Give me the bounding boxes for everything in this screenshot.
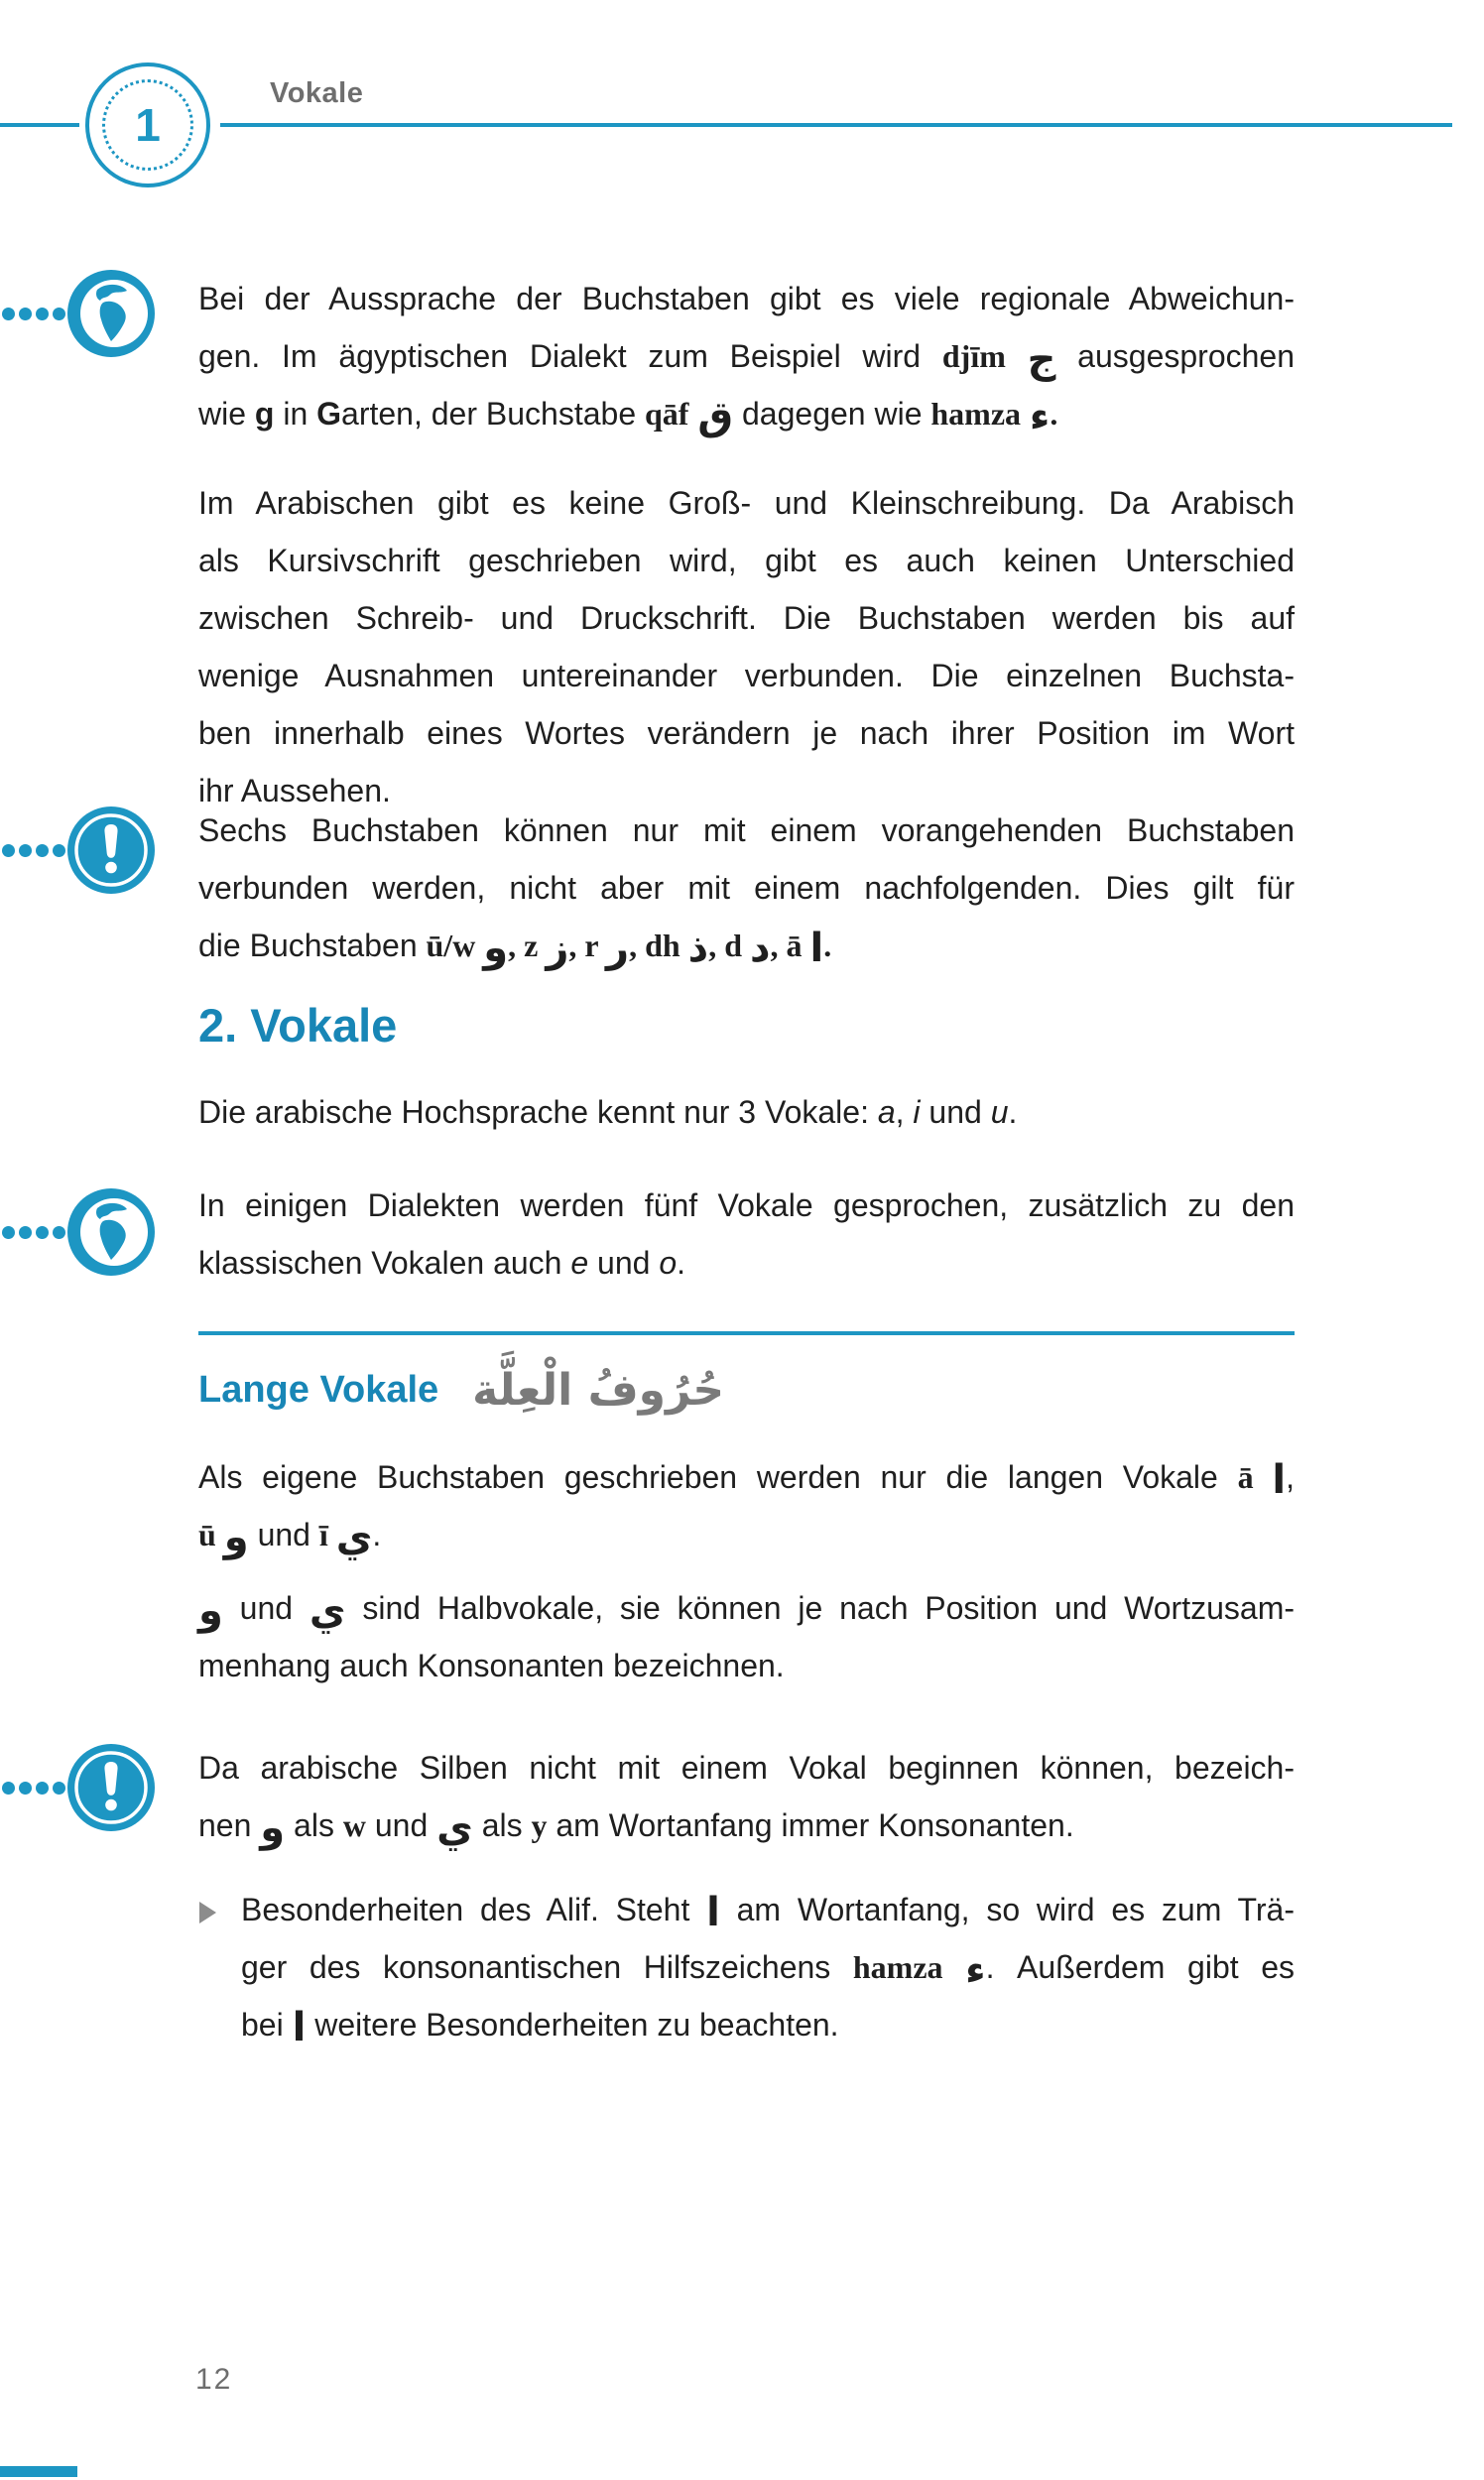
triangle-right-icon xyxy=(199,1902,216,1923)
paragraph-syllable-note xyxy=(198,1739,1295,1854)
text-segment: ي xyxy=(335,1515,373,1560)
text-line xyxy=(198,1579,1295,1637)
text-segment: ī xyxy=(318,1517,336,1552)
dot xyxy=(36,1782,49,1795)
text-line xyxy=(198,647,1295,704)
text-segment: د xyxy=(749,926,771,971)
dotted-leader xyxy=(2,308,65,320)
text-line xyxy=(198,1448,1295,1506)
text-segment: , xyxy=(568,928,585,963)
text-segment: و xyxy=(483,926,509,971)
dot xyxy=(36,308,49,320)
text-segment: r xyxy=(584,928,607,963)
text-line xyxy=(198,917,1295,974)
text-segment: Besonderheiten des Alif. Steht xyxy=(241,1892,707,1927)
text-line xyxy=(198,385,1295,442)
text-segment: G xyxy=(316,396,342,432)
warning-icon xyxy=(67,806,155,894)
text-segment: ي xyxy=(309,1588,346,1634)
text-segment: ū xyxy=(198,1517,224,1552)
text-segment: dh xyxy=(645,928,688,963)
paragraph-three-vowels xyxy=(198,1083,1295,1141)
text-segment: verbunden werden, nicht aber mit einem nachfolgenden. Dies gilt für xyxy=(198,870,1295,906)
text-segment: . xyxy=(823,928,832,963)
subsection-title-german: Lange Vokale xyxy=(198,1368,439,1411)
text-line xyxy=(198,474,1295,532)
text-segment: arten, der Buchstabe xyxy=(341,396,645,432)
text-segment: e xyxy=(570,1245,589,1281)
text-segment: Als eigene Buchstaben geschrieben werden nur die langen Vokale xyxy=(198,1459,1238,1495)
warning-icon xyxy=(67,1744,155,1831)
paragraph-script-description xyxy=(198,474,1295,819)
text-segment: و xyxy=(223,1515,249,1560)
dot xyxy=(19,308,32,320)
text-segment: sind Halbvokale, sie können je nach Position und Wortzusam- xyxy=(345,1590,1296,1626)
dot xyxy=(53,308,65,320)
text-segment: , xyxy=(770,928,787,963)
text-line xyxy=(198,532,1295,589)
dot xyxy=(2,844,15,857)
text-segment: Im Arabischen gibt es keine Groß- und Kleinschreibung. Da Arabisch xyxy=(198,485,1295,521)
text-line xyxy=(198,859,1295,917)
subsection-title-arabic: حُرُوفُ الْعِلَّة xyxy=(472,1364,725,1416)
text-line xyxy=(198,1177,1295,1234)
header-rule-right xyxy=(220,123,1452,127)
text-line xyxy=(198,1797,1295,1854)
text-segment: qāf xyxy=(645,396,689,432)
text-segment: als Kursivschrift geschrieben wird, gibt es auch keinen Unterschied xyxy=(198,543,1295,578)
text-line xyxy=(198,802,1295,859)
text-line xyxy=(198,589,1295,647)
section-heading: 2. Vokale xyxy=(198,999,398,1052)
chapter-tab-bar xyxy=(0,2466,77,2477)
text-segment: و xyxy=(198,1588,223,1634)
text-segment: ger des konsonantischen Hilfszeichens xyxy=(241,1949,853,1985)
dotted-leader xyxy=(2,1782,65,1795)
text-segment: ā xyxy=(786,928,810,963)
text-segment: , xyxy=(629,928,646,963)
text-segment: und xyxy=(222,1590,309,1626)
text-segment: in xyxy=(274,396,317,432)
text-segment: menhang auch Konsonanten bezeichnen. xyxy=(198,1648,785,1683)
paragraph-pronunciation-note xyxy=(198,270,1295,442)
text-segment: ا xyxy=(706,1890,720,1935)
text-segment: ا xyxy=(1272,1457,1287,1503)
chapter-badge xyxy=(85,62,210,187)
dot xyxy=(36,1226,49,1239)
text-segment: zwischen Schreib- und Druckschrift. Die Buchstaben werden bis auf xyxy=(198,600,1295,636)
text-segment: . Außerdem gibt es xyxy=(985,1949,1296,1985)
text-line xyxy=(198,1083,1295,1141)
dot xyxy=(2,1782,15,1795)
dot xyxy=(19,844,32,857)
text-segment: o xyxy=(659,1245,678,1281)
text-segment: ذ xyxy=(687,926,709,971)
paragraph-dialect-note xyxy=(198,1177,1295,1292)
text-segment: ihr Aussehen. xyxy=(198,773,391,808)
text-segment: bei xyxy=(241,2007,293,2043)
text-line xyxy=(198,1234,1295,1292)
page-header-title: Vokale xyxy=(270,77,364,109)
text-segment: ء xyxy=(965,1947,986,1993)
header-rule-left xyxy=(0,123,79,127)
dot xyxy=(53,1782,65,1795)
text-segment: Sechs Buchstaben können nur mit einem vorangehenden Buchstaben xyxy=(198,812,1295,848)
text-segment: ben innerhalb eines Wortes verändern je nach ihrer Position im Wort xyxy=(198,715,1295,751)
text-segment: hamza xyxy=(930,396,1022,432)
page-number: 12 xyxy=(195,2363,233,2396)
paragraph-six-letters-note xyxy=(198,802,1295,974)
text-segment: wie xyxy=(198,396,255,432)
text-segment: als xyxy=(285,1807,343,1843)
text-segment: ر xyxy=(606,926,630,971)
text-segment: z xyxy=(524,928,547,963)
text-segment: weitere Besonderheiten zu beachten. xyxy=(306,2007,839,2043)
text-segment: ā xyxy=(1237,1459,1273,1495)
dot xyxy=(53,844,65,857)
section-divider-rule xyxy=(198,1331,1295,1335)
text-segment: ي xyxy=(436,1805,473,1851)
text-segment: In einigen Dialekten werden fünf Vokale gesprochen, zusätzlich zu den xyxy=(198,1187,1295,1223)
text-segment xyxy=(1021,396,1030,432)
text-segment: d xyxy=(724,928,750,963)
text-segment: und xyxy=(588,1245,660,1281)
text-segment: nen xyxy=(198,1807,261,1843)
dot xyxy=(19,1226,32,1239)
text-line xyxy=(241,1996,1295,2053)
text-segment: gen. Im ägyptischen Dialekt zum Beispiel wird xyxy=(198,338,942,374)
text-segment: und xyxy=(248,1517,319,1552)
text-line xyxy=(241,1938,1295,1996)
text-segment: , xyxy=(895,1094,914,1130)
text-segment: . xyxy=(1050,396,1058,432)
globe-icon xyxy=(67,1188,155,1276)
text-segment: , xyxy=(1286,1459,1296,1495)
text-segment: a xyxy=(877,1094,896,1130)
text-segment xyxy=(943,1949,966,1985)
text-segment: djīm xyxy=(941,338,1006,374)
paragraph-semivowels xyxy=(198,1579,1295,1694)
text-segment: y xyxy=(531,1807,548,1843)
subsection-heading xyxy=(198,1347,1295,1432)
dot xyxy=(19,1782,32,1795)
text-segment: am Wortanfang immer Konsonanten. xyxy=(547,1807,1074,1843)
text-segment: , xyxy=(708,928,725,963)
chapter-number: 1 xyxy=(135,99,161,151)
text-segment: Da arabische Silben nicht mit einem Vokal beginnen können, bezeich- xyxy=(198,1750,1295,1786)
text-segment: wenige Ausnahmen untereinander verbunden. Die einzelnen Buchsta- xyxy=(198,658,1295,693)
text-segment: . xyxy=(677,1245,685,1281)
text-segment: و xyxy=(260,1805,286,1851)
text-segment xyxy=(688,396,697,432)
text-segment: . xyxy=(1008,1094,1018,1130)
text-line xyxy=(241,1881,1295,1938)
text-segment: klassischen Vokalen auch xyxy=(198,1245,571,1281)
text-segment: und xyxy=(920,1094,991,1130)
text-segment: ū/w xyxy=(426,928,484,963)
text-segment: ء xyxy=(1029,394,1051,439)
text-line xyxy=(198,1506,1295,1563)
paragraph-alif-bullet xyxy=(241,1881,1295,2053)
text-segment: am Wortanfang, so wird es zum Trä- xyxy=(719,1892,1295,1927)
text-segment: w xyxy=(342,1807,366,1843)
paragraph-long-vowels xyxy=(198,1448,1295,1563)
text-line xyxy=(198,1637,1295,1694)
text-segment: ق xyxy=(697,394,734,439)
text-segment: Die arabische Hochsprache kennt nur 3 Vokale: xyxy=(198,1094,878,1130)
dotted-leader xyxy=(2,844,65,857)
text-segment: ا xyxy=(292,2005,307,2050)
text-segment: dagegen wie xyxy=(733,396,931,432)
text-line xyxy=(198,327,1295,385)
text-segment: die Buchstaben xyxy=(198,928,427,963)
text-segment: u xyxy=(990,1094,1009,1130)
text-line xyxy=(198,1739,1295,1797)
text-segment: , xyxy=(508,928,525,963)
dot xyxy=(2,308,15,320)
text-segment: Bei der Aussprache der Buchstaben gibt es viele regionale Abweichun- xyxy=(198,281,1295,316)
text-segment: und xyxy=(365,1807,437,1843)
text-segment xyxy=(1006,338,1028,374)
text-line xyxy=(198,270,1295,327)
text-segment: . xyxy=(372,1517,382,1552)
text-segment: ج xyxy=(1027,336,1056,382)
text-line xyxy=(198,704,1295,762)
globe-icon xyxy=(67,270,155,357)
dot xyxy=(53,1226,65,1239)
text-segment: g xyxy=(254,396,275,432)
text-segment: i xyxy=(913,1094,921,1130)
dot xyxy=(2,1226,15,1239)
text-segment: als xyxy=(472,1807,532,1843)
text-segment: ز xyxy=(546,926,569,971)
dot xyxy=(36,844,49,857)
dotted-leader xyxy=(2,1226,65,1239)
text-segment: ausgesprochen xyxy=(1055,338,1296,374)
text-segment: ا xyxy=(809,926,824,971)
text-segment: hamza xyxy=(852,1949,943,1985)
